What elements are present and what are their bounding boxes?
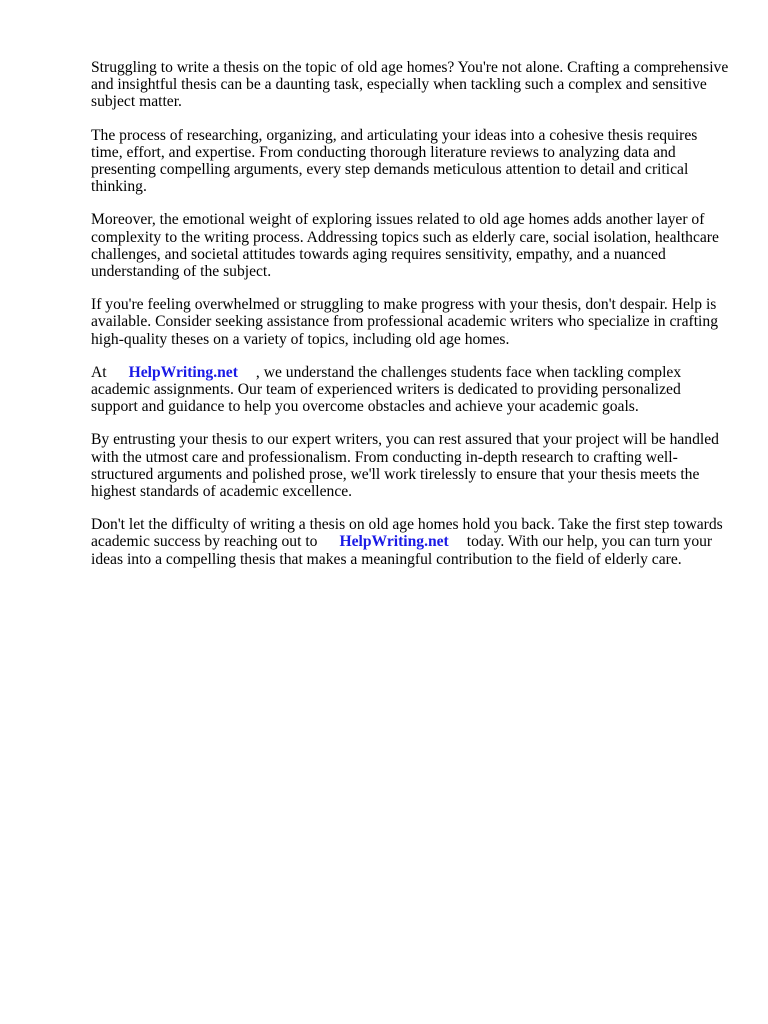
document-page xyxy=(91,59,731,584)
paragraph-5-suffix: , we understand the challenges students face when tackling complex academic assignments. Our team of experienced writers is dedicated to providing personalized support and guidance to help you overcome obstacles and achieve your academic goals. xyxy=(91,363,682,416)
paragraph-2: The process of researching, organizing, and articulating your ideas into a cohesive thesis requires time, effort, and expertise. From conducting thorough literature reviews to analyzing data and presenting compelling arguments, every step demands meticulous attention to detail and critical thinking. xyxy=(91,126,698,196)
paragraph-5 xyxy=(91,364,731,416)
paragraph-5-prefix: At xyxy=(91,363,107,381)
helpwriting-link[interactable]: HelpWriting.net xyxy=(128,363,238,381)
paragraph-7 xyxy=(91,516,731,568)
paragraph-7-suffix: today. With our help, you can turn your ideas into a compelling thesis that makes a meaningful contribution to the field of elderly care. xyxy=(91,533,713,568)
paragraph-7-prefix: Don't let the difficulty of writing a thesis on old age homes hold you back. Take the first step towards academic success by reaching out to xyxy=(91,516,723,551)
paragraph-3: Moreover, the emotional weight of exploring issues related to old age homes adds another layer of complexity to the writing process. Addressing topics such as elderly care, social isolation, healthcare challenges, and societal attitudes towards aging requires sensitivity, empathy, and a nuanced understanding of the subject. xyxy=(91,211,719,281)
paragraph-1: Struggling to write a thesis on the topic of old age homes? You're not alone. Crafting a comprehensive and insightful thesis can be a daunting task, especially when tackling such a complex and sensitive subject matter. xyxy=(91,59,729,111)
helpwriting-link-2[interactable]: HelpWriting.net xyxy=(339,533,449,551)
paragraph-4: If you're feeling overwhelmed or struggling to make progress with your thesis, don't despair. Help is available. Consider seeking assistance from professional academic writers who specialize in crafting high-quality theses on a variety of topics, including old age homes. xyxy=(91,296,718,348)
paragraph-6: By entrusting your thesis to our expert writers, you can rest assured that your project will be handled with the utmost care and professionalism. From conducting in-depth research to crafting well-structured arguments and polished prose, we'll work tirelessly to ensure that your thesis meets the highest standards of academic excellence. xyxy=(91,431,719,501)
